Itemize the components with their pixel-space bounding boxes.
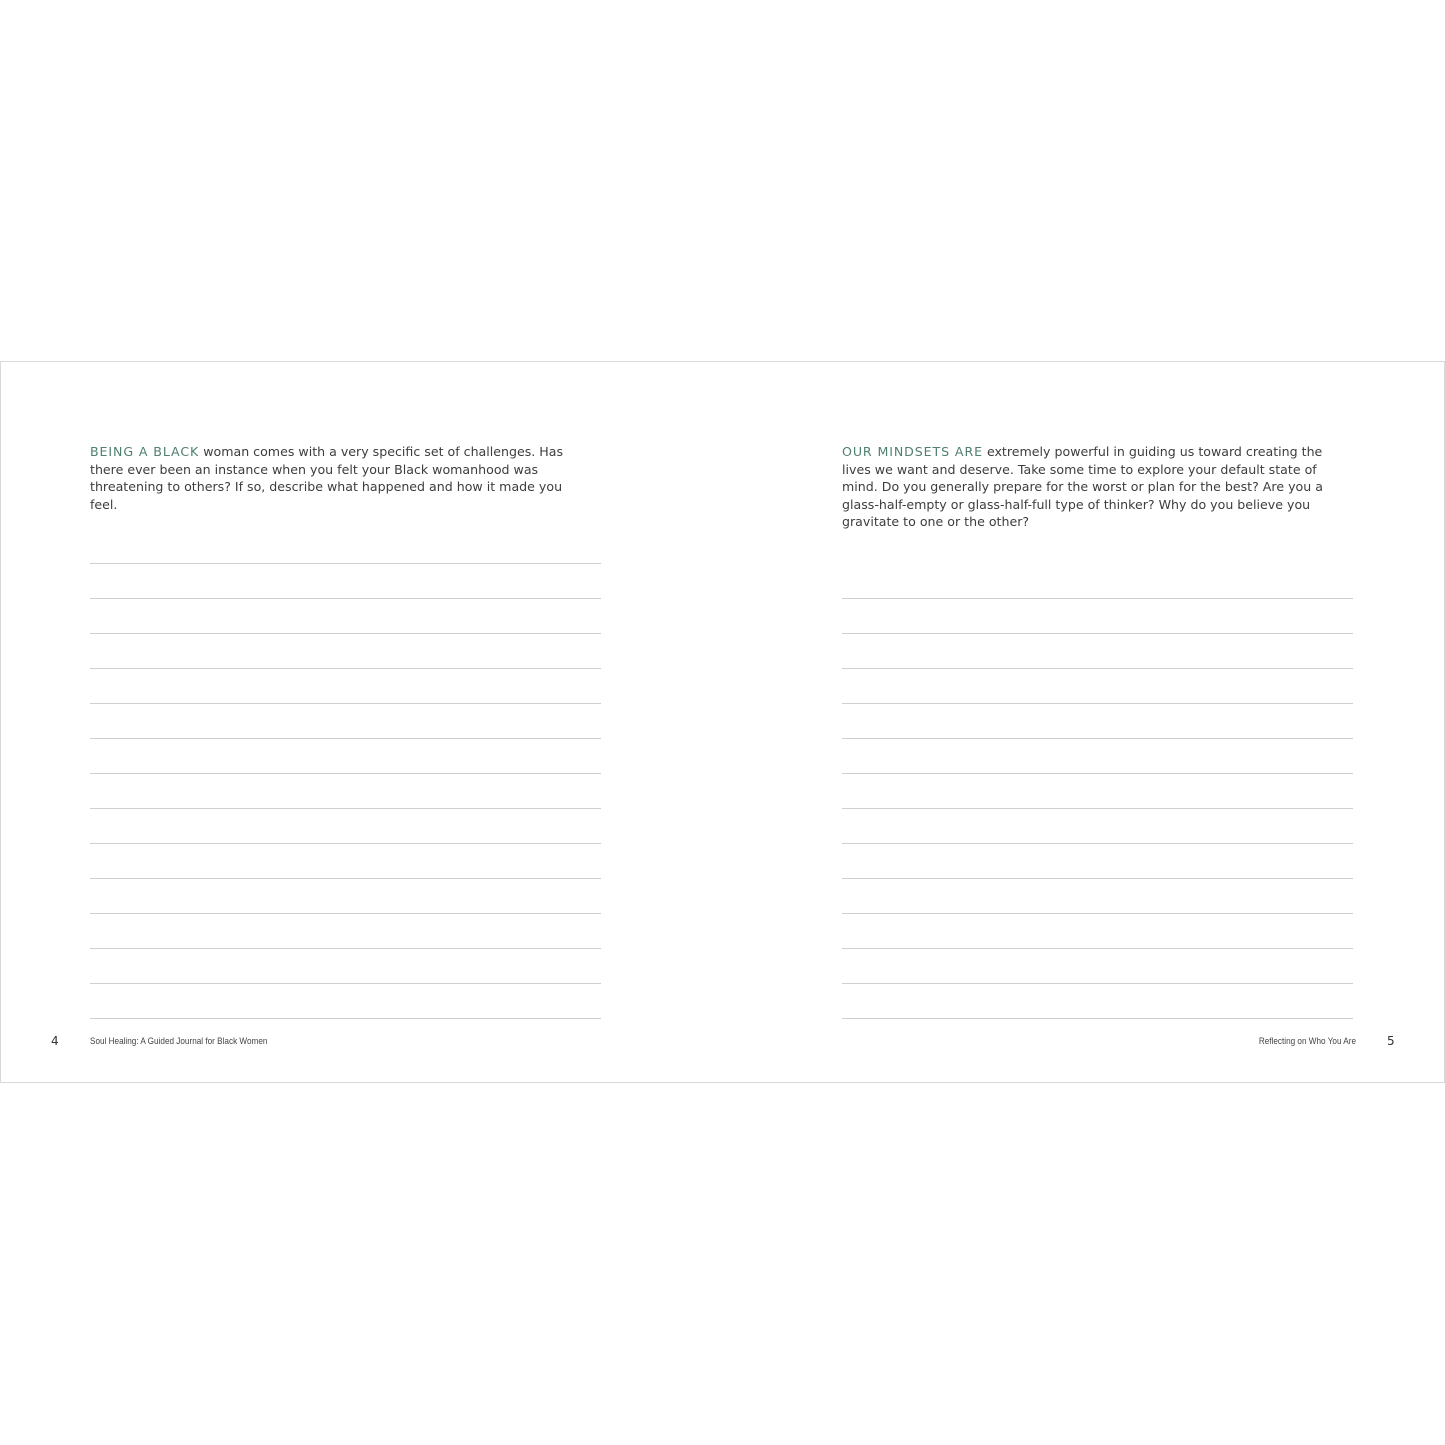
- right-page-number: 5: [1387, 1034, 1395, 1048]
- writing-line: [842, 844, 1353, 879]
- left-page: [1, 362, 723, 1082]
- writing-line: [90, 879, 601, 914]
- writing-line: [842, 739, 1353, 774]
- left-running-footer: Soul Healing: A Guided Journal for Black Women: [90, 1036, 268, 1047]
- writing-line: [90, 669, 601, 704]
- writing-line: [90, 914, 601, 949]
- writing-line: [842, 564, 1353, 599]
- left-prompt: [90, 443, 590, 513]
- right-running-footer: Reflecting on Who You Are: [1258, 1036, 1356, 1047]
- writing-line: [842, 774, 1353, 809]
- writing-line: [90, 564, 601, 599]
- right-prompt-lead: OUR MINDSETS ARE: [842, 444, 983, 459]
- writing-line: [90, 949, 601, 984]
- left-page-number: 4: [51, 1034, 59, 1048]
- right-prompt-text: extremely powerful in guiding us toward creating the lives we want and deserve. Take some time to explore your default state of mind. Do you generally prepare for the worst or plan for the best? Are you a glass-half-empty or glass-half-full type of thinker? Why do you believe you gravitate to one or the other?: [842, 444, 1323, 530]
- right-page: [723, 362, 1444, 1082]
- writing-line: [90, 704, 601, 739]
- writing-line: [90, 809, 601, 844]
- left-prompt-text: woman comes with a very specific set of challenges. Has there ever been an instance when you felt your Black womanhood was threatening to others? If so, describe what happened and how it made you feel.: [90, 444, 564, 512]
- writing-line: [90, 529, 601, 564]
- writing-line: [842, 949, 1353, 984]
- writing-line: [842, 914, 1353, 949]
- writing-line: [842, 984, 1353, 1019]
- writing-line: [90, 599, 601, 634]
- writing-line: [90, 739, 601, 774]
- left-writing-lines: [90, 529, 601, 1019]
- writing-line: [842, 634, 1353, 669]
- writing-line: [842, 669, 1353, 704]
- writing-line: [842, 599, 1353, 634]
- writing-line: [842, 704, 1353, 739]
- writing-line: [90, 774, 601, 809]
- right-prompt: [842, 443, 1342, 531]
- writing-line: [842, 809, 1353, 844]
- left-prompt-lead: BEING A BLACK: [90, 444, 200, 459]
- writing-line: [90, 984, 601, 1019]
- writing-line: [842, 879, 1353, 914]
- writing-line: [90, 634, 601, 669]
- writing-line: [90, 844, 601, 879]
- right-writing-lines: [842, 564, 1353, 1019]
- journal-spread: [0, 361, 1445, 1083]
